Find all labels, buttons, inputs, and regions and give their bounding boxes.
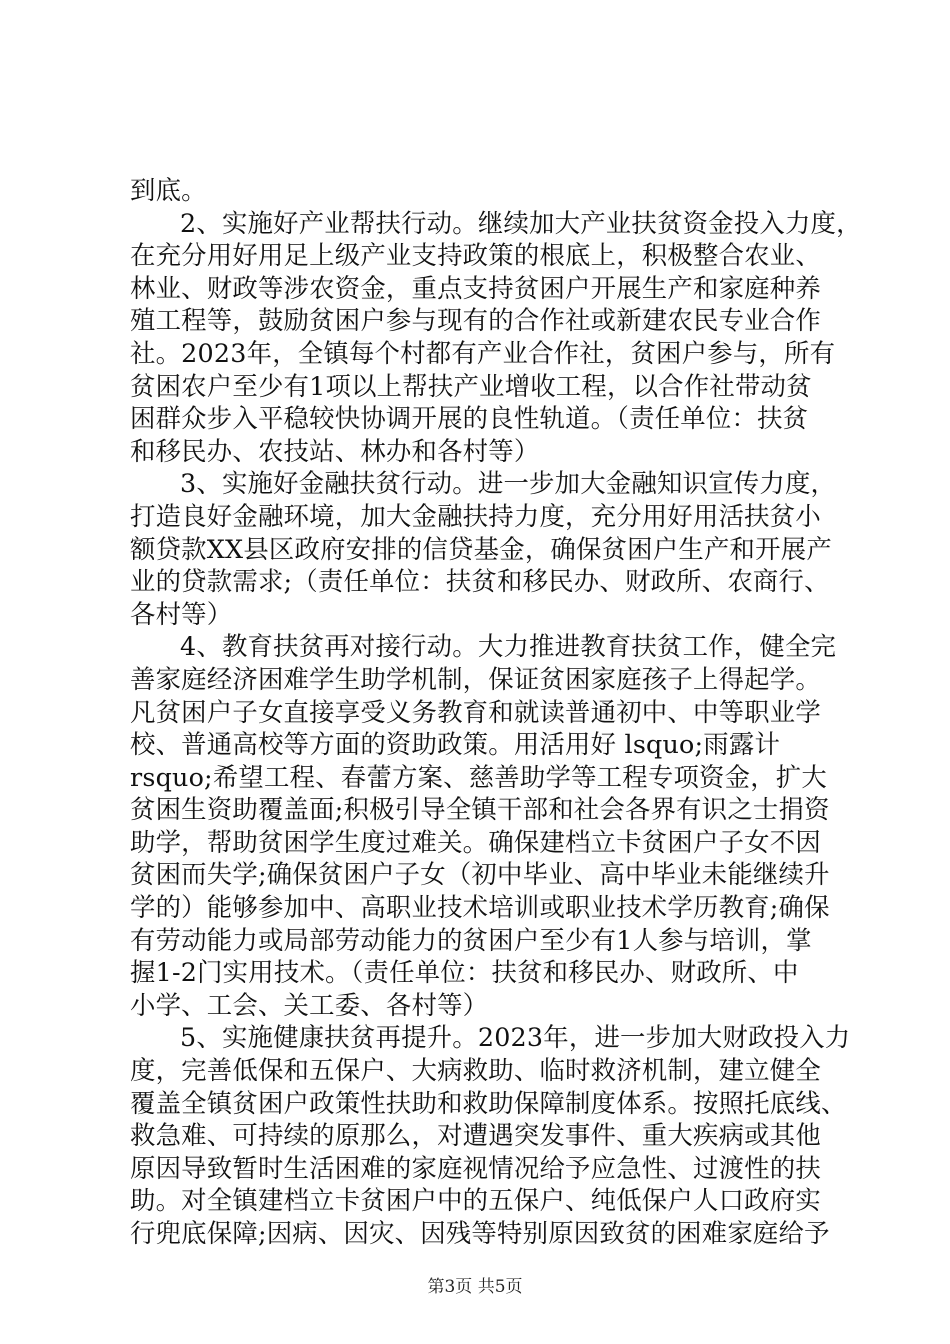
text-line: 救急难、可持续的原那么，对遭遇突发事件、重大疾病或其他 — [130, 1120, 821, 1151]
paragraph-start-line: 2、实施好产业帮扶行动。继续加大产业扶贫资金投入力度， — [180, 207, 862, 238]
text-line: 困群众步入平稳较快协调开展的良性轨道。（责任单位：扶贫 — [130, 403, 809, 434]
text-line: 贫困而失学;确保贫困户子女（初中毕业、高中毕业未能继续升 — [130, 859, 830, 890]
text-line: 各村等） — [130, 598, 233, 629]
text-line: 和移民办、农技站、林办和各村等） — [130, 435, 540, 466]
text-line: 打造良好金融环境，加大金融扶持力度，充分用好用活扶贫小 — [130, 500, 821, 531]
text-line: 贫困生资助覆盖面;积极引导全镇干部和社会各界有识之士捐资 — [130, 794, 830, 825]
text-line: 握1-2门实用技术。（责任单位：扶贫和移民办、财政所、中 — [130, 957, 799, 988]
text-line: 助。对全镇建档立卡贫困户中的五保户、纯低保户人口政府实 — [130, 1185, 821, 1216]
document-body — [130, 174, 862, 1250]
paragraph-start-line: 3、实施好金融扶贫行动。进一步加大金融知识宣传力度， — [180, 468, 837, 499]
text-line: 善家庭经济困难学生助学机制，保证贫困家庭孩子上得起学。 — [130, 663, 821, 694]
text-line: 殖工程等，鼓励贫困户参与现有的合作社或新建农民专业合作 — [130, 305, 821, 336]
text-line: 学的）能够参加中、高职业技术培训或职业技术学历教育;确保 — [130, 892, 830, 923]
text-line: 业的贷款需求;（责任单位：扶贫和移民办、财政所、农商行、 — [130, 566, 830, 597]
paragraph-start-line: 4、教育扶贫再对接行动。大力推进教育扶贫工作，健全完 — [180, 631, 837, 662]
page-number-footer: 第3页 共5页 — [427, 1277, 523, 1297]
text-line: 在充分用好用足上级产业支持政策的根底上，积极整合农业、 — [130, 240, 821, 271]
text-line: 小学、工会、关工委、各村等） — [130, 989, 489, 1020]
text-line: 社。2023年，全镇每个村都有产业合作社，贫困户参与，所有 — [130, 337, 836, 368]
text-line: 凡贫困户子女直接享受义务教育和就读普通初中、中等职业学 — [130, 696, 821, 727]
text-line: 助学，帮助贫困学生度过难关。确保建档立卡贫困户子女不因 — [130, 826, 821, 857]
text-line: 贫困农户至少有1项以上帮扶产业增收工程，以合作社带动贫 — [130, 370, 812, 401]
text-line: 度，完善低保和五保户、大病救助、临时救济机制，建立健全 — [130, 1055, 821, 1086]
text-line: 到底。 — [130, 175, 207, 205]
text-line: 覆盖全镇贫困户政策性扶助和救助保障制度体系。按照托底线、 — [130, 1087, 847, 1118]
text-line: 有劳动能力或局部劳动能力的贫困户至少有1人参与培训，掌 — [130, 924, 812, 955]
text-line: rsquo;希望工程、春蕾方案、慈善助学等工程专项资金，扩大 — [130, 761, 827, 792]
text-line: 行兜底保障;因病、因灾、因残等特别原因致贫的困难家庭给予 — [130, 1218, 830, 1248]
text-line: 校、普通高校等方面的资助政策。用活用好 lsquo;雨露计 — [130, 729, 781, 760]
text-line: 原因导致暂时生活困难的家庭视情况给予应急性、过渡性的扶 — [130, 1152, 821, 1183]
text-line: 额贷款XX县区政府安排的信贷基金，确保贫困户生产和开展产 — [130, 533, 832, 564]
text-line: 林业、财政等涉农资金，重点支持贫困户开展生产和家庭种养 — [130, 272, 821, 303]
paragraph-start-line: 5、实施健康扶贫再提升。2023年，进一步加大财政投入力 — [180, 1022, 851, 1053]
